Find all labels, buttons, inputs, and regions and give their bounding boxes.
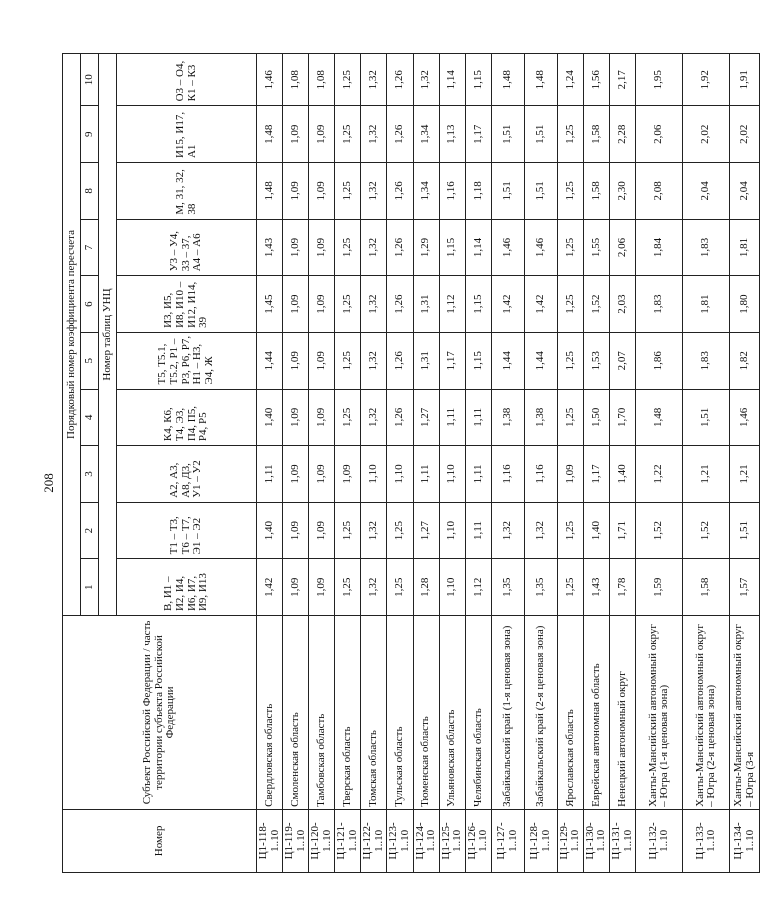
header-codes: Т5, Т5.1, Т5.2, Р1 – Р3, Р6, Р7, Н1 – Н3, Э4, Ж [117, 332, 257, 389]
row-value: 1,25 [557, 559, 583, 616]
row-value: 2,06 [636, 106, 683, 163]
row-name: Тюменская область [413, 616, 439, 810]
row-value: 1,32 [361, 163, 387, 220]
row-value: 1,32 [524, 502, 557, 559]
row-value: 1,32 [361, 219, 387, 276]
row-value: 1,09 [309, 276, 335, 333]
table-row [583, 54, 609, 873]
header-index: 3 [81, 446, 99, 503]
row-value: 1,83 [683, 219, 730, 276]
table-body [257, 54, 760, 873]
row-value: 1,58 [683, 559, 730, 616]
row-value: 1,10 [439, 446, 465, 503]
table-row [283, 54, 309, 873]
table-row [610, 54, 636, 873]
row-value: 1,12 [465, 559, 491, 616]
row-value: 1,11 [465, 389, 491, 446]
row-code: Ц1-124-1..10 [413, 809, 439, 872]
row-value: 1,09 [283, 276, 309, 333]
header-index: 1 [81, 559, 99, 616]
row-value: 1,25 [335, 163, 361, 220]
row-value: 1,15 [439, 219, 465, 276]
row-value: 1,26 [387, 54, 413, 106]
header-codes: И3, И5, И8, И10 – И12, И14, 39 [117, 276, 257, 333]
row-value: 1,16 [491, 446, 524, 503]
row-value: 1,51 [491, 106, 524, 163]
row-name: Забайкальский край (1-я ценовая зона) [491, 616, 524, 810]
row-value: 1,40 [257, 502, 283, 559]
header-codes: В, И1 – И2, И4, И6, И7, И9, И13 [117, 559, 257, 616]
row-name: Челябинская область [465, 616, 491, 810]
row-value: 2,04 [730, 163, 760, 220]
row-code: Ц1-128-1..10 [524, 809, 557, 872]
row-value: 1,21 [730, 446, 760, 503]
row-value: 1,32 [361, 54, 387, 106]
row-value: 1,26 [387, 106, 413, 163]
row-value: 1,09 [309, 446, 335, 503]
row-value: 1,48 [257, 163, 283, 220]
rotated-table-container [62, 53, 756, 873]
row-code: Ц1-125-1..10 [439, 809, 465, 872]
row-value: 1,52 [683, 502, 730, 559]
row-code: Ц1-121-1..10 [335, 809, 361, 872]
row-value: 1,82 [730, 332, 760, 389]
row-code: Ц1-134-1..10 [730, 809, 760, 872]
row-value: 1,26 [387, 219, 413, 276]
row-value: 1,95 [636, 54, 683, 106]
row-value: 1,16 [439, 163, 465, 220]
row-value: 1,48 [257, 106, 283, 163]
row-name: Смоленская область [283, 616, 309, 810]
table-row [465, 54, 491, 873]
row-value: 1,48 [524, 54, 557, 106]
row-value: 2,06 [610, 219, 636, 276]
row-value: 1,10 [361, 446, 387, 503]
row-value: 1,17 [583, 446, 609, 503]
header-codes: М, 31, 32, 38 [117, 163, 257, 220]
table-row [335, 54, 361, 873]
header-index: 4 [81, 389, 99, 446]
row-value: 1,42 [257, 559, 283, 616]
row-value: 1,53 [583, 332, 609, 389]
row-value: 1,25 [557, 106, 583, 163]
table-row [491, 54, 524, 873]
header-codes: К4, К6, Т4, Э3, П4, П5, Р4, Р5 [117, 389, 257, 446]
row-value: 1,10 [387, 446, 413, 503]
row-value: 1,32 [361, 276, 387, 333]
row-value: 1,09 [309, 219, 335, 276]
header-index: 5 [81, 332, 99, 389]
row-name: Ярославская область [557, 616, 583, 810]
header-number: Номер [63, 809, 257, 872]
row-value: 1,15 [465, 276, 491, 333]
row-value: 1,46 [730, 389, 760, 446]
row-value: 1,46 [257, 54, 283, 106]
table-row [557, 54, 583, 873]
row-value: 1,51 [524, 106, 557, 163]
row-value: 1,58 [583, 163, 609, 220]
row-value: 1,28 [413, 559, 439, 616]
row-value: 1,83 [683, 332, 730, 389]
row-code: Ц1-122-1..10 [361, 809, 387, 872]
row-value: 1,52 [636, 502, 683, 559]
row-value: 1,71 [610, 502, 636, 559]
row-value: 1,51 [524, 163, 557, 220]
row-value: 1,59 [636, 559, 683, 616]
row-value: 1,91 [730, 54, 760, 106]
row-code: Ц1-118-1..10 [257, 809, 283, 872]
table-row [683, 54, 730, 873]
header-codes: И15, И17, А1 [117, 106, 257, 163]
row-value: 1,09 [283, 502, 309, 559]
row-code: Ц1-127-1..10 [491, 809, 524, 872]
row-value: 1,09 [283, 163, 309, 220]
table-row [361, 54, 387, 873]
row-value: 1,32 [361, 559, 387, 616]
row-value: 1,25 [557, 332, 583, 389]
row-code: Ц1-119-1..10 [283, 809, 309, 872]
row-name: Еврейская автономная область [583, 616, 609, 810]
row-value: 1,92 [683, 54, 730, 106]
row-value: 1,58 [583, 106, 609, 163]
page-number: 208 [41, 473, 56, 493]
row-value: 1,42 [524, 276, 557, 333]
row-name: Ханты-Мансийский автономный округ – Югра (2-я ценовая зона) [683, 616, 730, 810]
row-value: 1,09 [309, 332, 335, 389]
row-value: 1,26 [387, 332, 413, 389]
row-value: 1,08 [309, 54, 335, 106]
row-value: 2,17 [610, 54, 636, 106]
row-value: 1,09 [283, 106, 309, 163]
row-name: Ульяновская область [439, 616, 465, 810]
row-name: Тамбовская область [309, 616, 335, 810]
row-value: 1,83 [636, 276, 683, 333]
row-value: 1,29 [413, 219, 439, 276]
row-value: 2,02 [730, 106, 760, 163]
row-value: 1,35 [524, 559, 557, 616]
row-code: Ц1-123-1..10 [387, 809, 413, 872]
header-index: 6 [81, 276, 99, 333]
row-value: 1,25 [557, 389, 583, 446]
row-value: 1,50 [583, 389, 609, 446]
row-name: Ненецкий автономный округ [610, 616, 636, 810]
row-value: 1,51 [730, 502, 760, 559]
row-value: 1,84 [636, 219, 683, 276]
row-value: 1,22 [636, 446, 683, 503]
header-index: 9 [81, 106, 99, 163]
table-row [413, 54, 439, 873]
row-value: 1,10 [439, 502, 465, 559]
header-index: 8 [81, 163, 99, 220]
header-subject: Субъект Российской Федерации / часть территории субъекта Российской Федерации [63, 616, 257, 810]
row-code: Ц1-126-1..10 [465, 809, 491, 872]
row-name: Забайкальский край (2-я ценовая зона) [524, 616, 557, 810]
row-value: 1,24 [557, 54, 583, 106]
row-value: 1,57 [730, 559, 760, 616]
row-value: 1,46 [491, 219, 524, 276]
row-value: 1,25 [335, 332, 361, 389]
row-value: 1,15 [465, 332, 491, 389]
header-index: 10 [81, 54, 99, 106]
row-value: 1,25 [335, 219, 361, 276]
row-value: 1,80 [730, 276, 760, 333]
row-value: 2,02 [683, 106, 730, 163]
row-value: 1,38 [524, 389, 557, 446]
row-value: 1,11 [465, 502, 491, 559]
row-value: 1,32 [361, 106, 387, 163]
row-name: Тверская область [335, 616, 361, 810]
row-value: 1,18 [465, 163, 491, 220]
row-value: 1,32 [491, 502, 524, 559]
row-value: 1,81 [730, 219, 760, 276]
header-index: 2 [81, 502, 99, 559]
row-value: 1,09 [309, 502, 335, 559]
row-value: 1,25 [557, 502, 583, 559]
row-value: 1,09 [283, 389, 309, 446]
row-value: 1,31 [413, 332, 439, 389]
row-value: 1,51 [491, 163, 524, 220]
row-value: 1,25 [335, 559, 361, 616]
row-value: 1,70 [610, 389, 636, 446]
row-value: 1,11 [465, 446, 491, 503]
row-code: Ц1-133-1..10 [683, 809, 730, 872]
row-value: 1,34 [413, 106, 439, 163]
row-code: Ц1-129-1..10 [557, 809, 583, 872]
row-value: 1,09 [309, 559, 335, 616]
row-value: 1,26 [387, 389, 413, 446]
row-value: 1,46 [524, 219, 557, 276]
row-value: 1,11 [439, 389, 465, 446]
row-value: 2,08 [636, 163, 683, 220]
row-value: 1,25 [335, 106, 361, 163]
row-value: 1,25 [335, 502, 361, 559]
row-value: 1,14 [465, 219, 491, 276]
row-value: 1,40 [610, 446, 636, 503]
row-value: 1,56 [583, 54, 609, 106]
row-value: 1,32 [413, 54, 439, 106]
row-value: 1,81 [683, 276, 730, 333]
row-value: 1,78 [610, 559, 636, 616]
row-name: Тульская область [387, 616, 413, 810]
row-value: 2,07 [610, 332, 636, 389]
row-value: 1,32 [361, 502, 387, 559]
row-value: 1,40 [583, 502, 609, 559]
header-codes: О3 – О4, К1 – К3 [117, 54, 257, 106]
header-codes: А2, А3, А8, Д3, У1 – У2 [117, 446, 257, 503]
row-value: 1,12 [439, 276, 465, 333]
row-value: 1,09 [309, 163, 335, 220]
row-value: 1,27 [413, 502, 439, 559]
row-value: 1,09 [557, 446, 583, 503]
header-table-group: Номер таблиц УНЦ [99, 54, 117, 616]
row-code: Ц1-132-1..10 [636, 809, 683, 872]
row-value: 1,48 [636, 389, 683, 446]
row-value: 1,09 [283, 219, 309, 276]
row-value: 1,31 [413, 276, 439, 333]
row-value: 1,09 [283, 332, 309, 389]
row-value: 1,21 [683, 446, 730, 503]
row-value: 2,30 [610, 163, 636, 220]
row-value: 1,32 [361, 389, 387, 446]
row-value: 1,14 [439, 54, 465, 106]
row-value: 1,51 [683, 389, 730, 446]
row-value: 1,44 [491, 332, 524, 389]
row-value: 1,16 [524, 446, 557, 503]
table-row [439, 54, 465, 873]
table-row [257, 54, 283, 873]
row-value: 1,32 [361, 332, 387, 389]
row-value: 1,44 [524, 332, 557, 389]
header-coef-group: Порядковый номер коэффициента пересчета [63, 54, 81, 616]
row-value: 1,44 [257, 332, 283, 389]
row-value: 1,17 [439, 332, 465, 389]
row-value: 1,17 [465, 106, 491, 163]
row-value: 1,26 [387, 276, 413, 333]
row-value: 1,25 [335, 54, 361, 106]
row-code: Ц1-120-1..10 [309, 809, 335, 872]
row-value: 1,09 [283, 446, 309, 503]
row-value: 1,26 [387, 163, 413, 220]
row-code: Ц1-130-1..10 [583, 809, 609, 872]
row-value: 1,15 [465, 54, 491, 106]
row-value: 1,86 [636, 332, 683, 389]
row-value: 1,09 [283, 559, 309, 616]
row-value: 1,25 [557, 163, 583, 220]
row-value: 1,11 [413, 446, 439, 503]
row-value: 1,25 [557, 276, 583, 333]
row-name: Свердловская область [257, 616, 283, 810]
table-row [387, 54, 413, 873]
header-index: 7 [81, 219, 99, 276]
row-value: 1,42 [491, 276, 524, 333]
row-value: 1,34 [413, 163, 439, 220]
row-name: Ханты-Мансийский автономный округ – Югра (3-я [730, 616, 760, 810]
row-value: 1,09 [309, 389, 335, 446]
row-value: 1,25 [387, 559, 413, 616]
coefficient-table [62, 53, 760, 873]
row-value: 1,45 [257, 276, 283, 333]
row-value: 1,11 [257, 446, 283, 503]
row-value: 2,28 [610, 106, 636, 163]
row-value: 1,38 [491, 389, 524, 446]
header-codes: У3 – У4, 33 – 37, А4 – А6 [117, 219, 257, 276]
row-code: Ц1-131-1..10 [610, 809, 636, 872]
row-value: 1,13 [439, 106, 465, 163]
row-value: 1,35 [491, 559, 524, 616]
row-value: 1,08 [283, 54, 309, 106]
row-value: 1,25 [387, 502, 413, 559]
row-value: 1,10 [439, 559, 465, 616]
row-value: 2,03 [610, 276, 636, 333]
row-value: 1,27 [413, 389, 439, 446]
row-value: 1,43 [257, 219, 283, 276]
row-value: 1,43 [583, 559, 609, 616]
row-value: 1,25 [335, 389, 361, 446]
table-row [524, 54, 557, 873]
row-value: 1,25 [557, 219, 583, 276]
row-value: 1,48 [491, 54, 524, 106]
table-row [730, 54, 760, 873]
row-value: 1,09 [335, 446, 361, 503]
row-value: 1,09 [309, 106, 335, 163]
row-value: 1,25 [335, 276, 361, 333]
row-name: Томская область [361, 616, 387, 810]
table-row [309, 54, 335, 873]
table-row [636, 54, 683, 873]
row-name: Ханты-Мансийский автономный округ – Югра (1-я ценовая зона) [636, 616, 683, 810]
row-value: 1,55 [583, 219, 609, 276]
row-value: 2,04 [683, 163, 730, 220]
row-value: 1,40 [257, 389, 283, 446]
row-value: 1,52 [583, 276, 609, 333]
header-codes: Т1 – Т3, Т6 – Т7, Э1 – Э2 [117, 502, 257, 559]
